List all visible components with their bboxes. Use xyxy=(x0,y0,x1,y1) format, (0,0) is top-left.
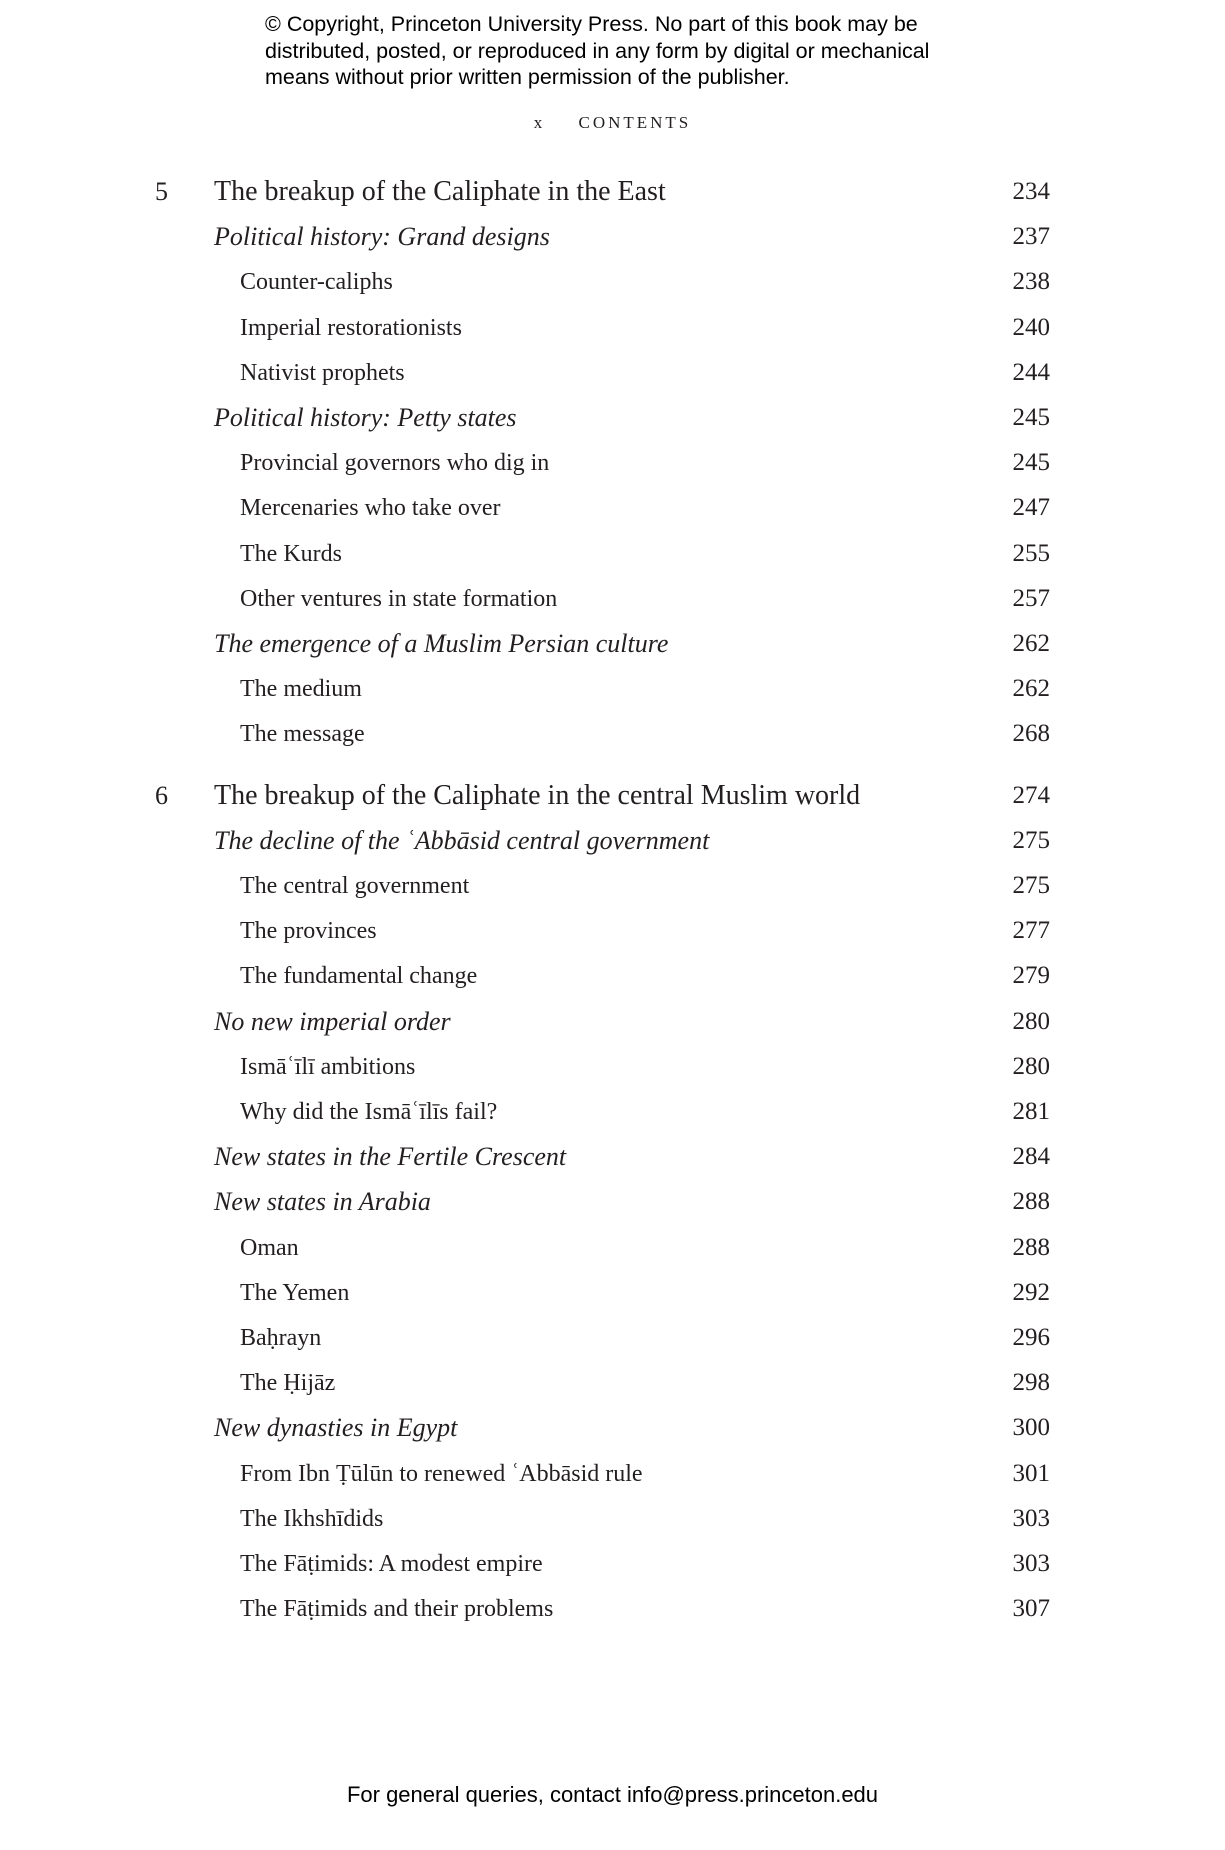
toc-page-number: 245 xyxy=(1012,404,1050,431)
toc-entry-title: Counter-caliphs xyxy=(240,269,393,296)
toc-entry-sub xyxy=(0,534,1225,574)
toc-entry-title: The message xyxy=(240,721,365,748)
toc-page-number: 238 xyxy=(1012,268,1050,296)
toc-entry-title: Why did the Ismāʿīlīs fail? xyxy=(240,1099,498,1125)
toc-entry-sub xyxy=(0,488,1225,528)
toc-entry-section xyxy=(0,1408,1225,1448)
toc-entry-chapter xyxy=(0,172,1225,212)
toc-entry-sub xyxy=(0,1047,1225,1087)
footer-contact: For general queries, contact info@press.princeton.edu xyxy=(346,1782,879,1807)
copyright-line: means without prior written permission of the publisher. xyxy=(265,65,790,89)
toc-entry-sub xyxy=(0,714,1225,754)
toc-entry-sub xyxy=(0,956,1225,996)
toc-entry-title: New states in the Fertile Crescent xyxy=(214,1142,567,1172)
toc-entry-sub xyxy=(0,579,1225,619)
toc-entry-sub xyxy=(0,1589,1225,1629)
toc-page-number: 255 xyxy=(1012,539,1050,567)
toc-page-number: 240 xyxy=(1012,313,1050,341)
chapter-number: 6 xyxy=(155,780,168,810)
toc-page-number: 277 xyxy=(1012,917,1050,945)
copyright-line: distributed, posted, or reproduced in any form by digital or mechanical xyxy=(265,38,930,63)
toc-page-number: 244 xyxy=(1012,358,1050,386)
toc-page-number: 281 xyxy=(1012,1098,1050,1125)
toc-entry-title: Imperial restorationists xyxy=(240,314,462,341)
toc-entry-chapter xyxy=(0,776,1225,816)
toc-entry-title: From Ibn Ṭūlūn to renewed ʿAbbāsid rule xyxy=(240,1460,643,1487)
toc-page-number: 292 xyxy=(1012,1278,1050,1306)
toc-entry-sub xyxy=(0,308,1225,348)
toc-page-number: 303 xyxy=(1012,1550,1050,1577)
toc-entry-section xyxy=(0,821,1225,861)
toc-page-number: 279 xyxy=(1012,962,1050,990)
toc-entry-title: Oman xyxy=(240,1234,299,1261)
page-folio: x xyxy=(533,113,546,132)
toc-entry-sub xyxy=(0,1363,1225,1403)
toc-page-number: 280 xyxy=(1012,1007,1050,1035)
toc-entry-section xyxy=(0,624,1225,664)
toc-entry-title: Mercenaries who take over xyxy=(240,495,501,522)
toc-entry-sub xyxy=(0,1273,1225,1313)
toc-entry-title: The Yemen xyxy=(240,1279,350,1306)
toc-page-number: 300 xyxy=(1012,1414,1050,1442)
toc-page-number: 262 xyxy=(1012,630,1050,657)
toc-entry-title: The Fāṭimids and their problems xyxy=(240,1596,554,1623)
toc-entry-title: The Ḥijāz xyxy=(240,1370,336,1397)
toc-page-number: 288 xyxy=(1012,1188,1050,1216)
toc-page-number: 298 xyxy=(1012,1369,1050,1397)
toc-entry-title: The fundamental change xyxy=(240,963,478,990)
toc-entry-title: Ismāʿīlī ambitions xyxy=(240,1053,416,1080)
chapter-number: 5 xyxy=(155,177,168,206)
toc-entry-title: No new imperial order xyxy=(214,1006,451,1036)
toc-page-number: 296 xyxy=(1012,1324,1050,1351)
toc-page-number: 257 xyxy=(1012,584,1050,612)
toc-entry-title: Political history: Petty states xyxy=(214,403,517,432)
toc-entry-title: The Ikhshīdids xyxy=(240,1505,384,1532)
toc-entry-sub xyxy=(0,669,1225,709)
toc-entry-sub xyxy=(0,1318,1225,1358)
toc-page-number: 303 xyxy=(1012,1504,1050,1532)
toc-entry-sub xyxy=(0,1092,1225,1132)
toc-page-number: 268 xyxy=(1012,720,1050,748)
copyright-notice xyxy=(265,11,985,91)
toc-entry-section xyxy=(0,1002,1225,1042)
toc-entry-section xyxy=(0,398,1225,438)
toc-page-number: 247 xyxy=(1012,494,1050,522)
toc-page-number: 301 xyxy=(1012,1459,1050,1487)
toc-entry-title: Baḥrayn xyxy=(240,1325,322,1351)
toc-entry-sub xyxy=(0,443,1225,483)
toc-page-number: 275 xyxy=(1012,872,1050,899)
toc-entry-title: New states in Arabia xyxy=(214,1187,431,1217)
toc-entry-title: The Kurds xyxy=(240,540,342,567)
toc-entry-title: The emergence of a Muslim Persian culture xyxy=(214,629,669,658)
toc-entry-title: The provinces xyxy=(240,918,377,945)
running-head-title: CONTENTS xyxy=(578,113,692,132)
toc-entry-title: The breakup of the Caliphate in the central Muslim world xyxy=(214,779,861,811)
toc-entry-sub xyxy=(0,911,1225,951)
toc-entry-title: Nativist prophets xyxy=(240,359,405,386)
toc-page-number: 262 xyxy=(1012,675,1050,703)
toc-entry-title: Other ventures in state formation xyxy=(240,585,558,612)
toc-entry-sub xyxy=(0,1499,1225,1539)
toc-entry-section xyxy=(0,1137,1225,1177)
toc-page-number: 274 xyxy=(1012,781,1050,809)
toc-entry-title: Political history: Grand designs xyxy=(214,222,550,252)
toc-page-number: 237 xyxy=(1012,223,1050,251)
toc-entry-title: The breakup of the Caliphate in the East xyxy=(214,176,666,207)
toc-entry-title: Provincial governors who dig in xyxy=(240,450,550,477)
toc-entry-title: The central government xyxy=(240,873,470,899)
toc-entry-title: The medium xyxy=(240,676,362,703)
toc-page-number: 245 xyxy=(1012,449,1050,477)
toc-page-number: 307 xyxy=(1012,1595,1050,1623)
toc-entry-sub xyxy=(0,262,1225,302)
running-head xyxy=(0,113,1225,133)
toc-entry-sub xyxy=(0,1454,1225,1494)
toc-entry-sub xyxy=(0,1228,1225,1268)
toc-entry-title: The decline of the ʿAbbāsid central government xyxy=(214,825,710,855)
toc-entry-sub xyxy=(0,866,1225,906)
toc-entry-section xyxy=(0,217,1225,257)
toc-entry-sub xyxy=(0,353,1225,393)
toc-entry-section xyxy=(0,1182,1225,1222)
toc-page-number: 234 xyxy=(1012,178,1050,205)
toc-page-number: 280 xyxy=(1012,1052,1050,1080)
toc-entry-title: The Fāṭimids: A modest empire xyxy=(240,1551,543,1577)
toc-page-number: 284 xyxy=(1012,1143,1050,1171)
toc-entry-sub xyxy=(0,1544,1225,1584)
toc-page-number: 288 xyxy=(1012,1233,1050,1261)
toc-page-number: 275 xyxy=(1012,826,1050,854)
toc-entry-title: New dynasties in Egypt xyxy=(214,1413,458,1443)
copyright-line: © Copyright, Princeton University Press. No part of this book may be xyxy=(265,12,918,36)
